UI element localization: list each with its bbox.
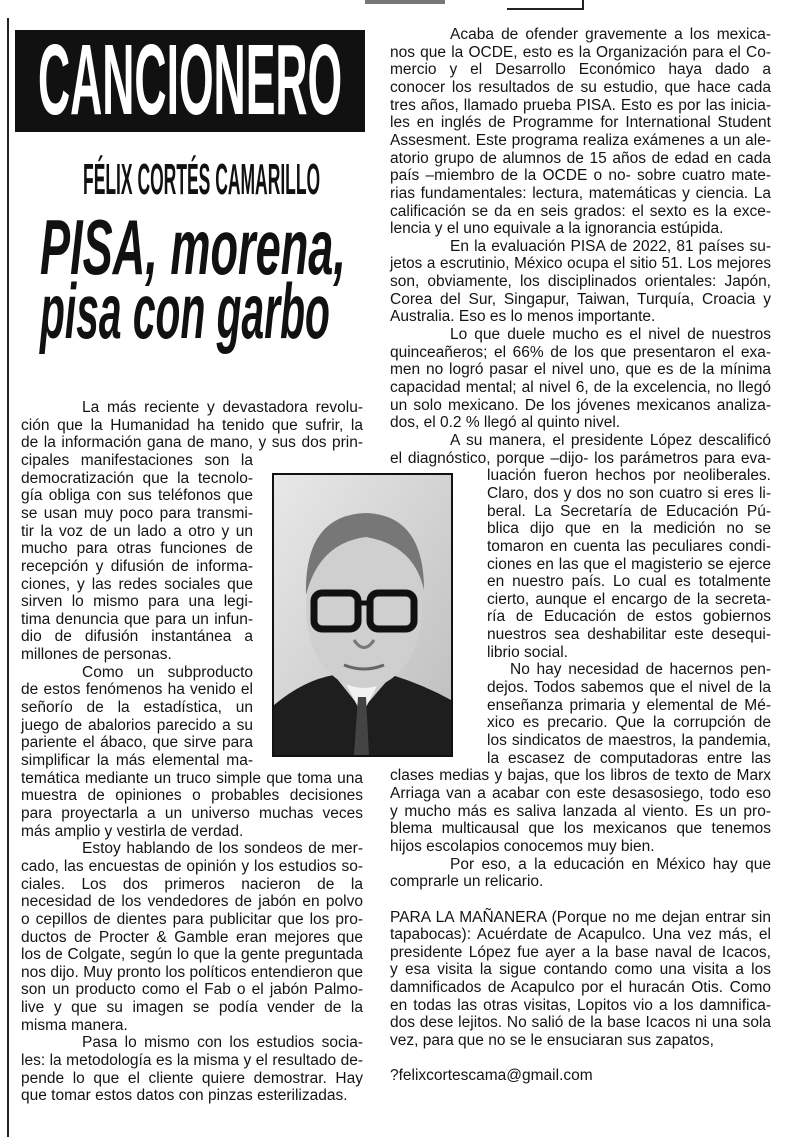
text-line: quinceañeros; el 66% de los que presentaron el exa- [390,343,771,361]
text-line: Claro, dos y dos no son cuatro si eres li- [487,484,771,502]
text-line: live y que su imagen se podía vender de la [21,999,363,1017]
text-line: Pasa lo mismo con los estudios socia- [82,1034,363,1052]
text-line: juego de abalorios parecido a su [21,716,253,734]
headline-line-2: pisa con garbo [40,267,330,355]
text-line: Como un subproducto [82,663,253,681]
text-line: ductos de Procter & Gamble eran mejores que [21,928,363,946]
text-line: presidente López fue ayer a la base naval de Icacos, [390,943,771,961]
text-line: para proyectarla a un universo muchas veces [21,804,363,822]
text-line: blema multicausal que los mexicanos que tenemos [390,820,771,838]
text-line: xico es precario. Que la corrupción de [487,714,771,732]
text-line: se usan muy poco para transmi- [21,504,253,522]
top-bracket-line [507,0,584,10]
text-line: hijos escolapios conocemos muy bien. [390,837,655,855]
text-line: luación fueron hechos por neoliberales. [487,467,771,485]
top-gray-bar [365,0,445,4]
text-line: cado, las encuestas de opinión y los estudios so- [21,857,363,875]
text-line: son, obviamente, los disciplinados orientales: Japón, [390,273,771,291]
text-line: temática mediante un truco simple que toma una [21,769,363,787]
text-line: gía obliga con sus teléfonos que [21,487,253,505]
text-line: No hay necesidad de hacernos pen- [510,661,771,679]
text-line: necesidad de los vendedores de jabón en polvo [21,893,363,911]
text-line: Corea del Sur, Singapur, Taiwan, Turquía, Croacia y [390,290,771,308]
text-line: calificación se da en seis grados: el sexto es la exce- [390,202,771,220]
text-line: sirven lo mismo para una legi- [21,593,253,611]
text-line: tomaron en cuenta las peculiares condi- [487,537,771,555]
text-line: país –miembro de la OCDE o no- sobre cuatro mate- [390,167,771,185]
text-line: Arriaga van a acabar con este desasosiego, todo eso [390,784,771,802]
text-line: y esa visita la sigue contando como una visita a los [390,961,771,979]
text-line: en nuestro país. Lo cual es totalmente [487,573,771,591]
text-line: la escasez de computadoras entre las [487,749,771,767]
text-line: ciones, y las redes sociales que [21,575,253,593]
author-photo [272,473,453,757]
text-line: cipales manifestaciones son la [21,451,253,469]
text-line: Por eso, a la educación en México hay que [450,855,771,873]
text-line: tapabocas): Acuérdate de Acapulco. Una vez más, el [390,926,771,944]
text-line: les en inglés de Programme for International Student [390,114,771,132]
text-line: mucho para otras funciones de [21,540,253,558]
text-line: pende lo que el cliente quiere demostrar. Hay [21,1069,363,1087]
text-line: dos dese lejitos. No salió de la base Icacos ni una sola [390,1014,771,1032]
text-line: en todas las otras visitas, Lopitos vio a los damnifica- [390,996,771,1014]
text-line: Australia. Eso es lo menos importante. [390,308,656,326]
text-line: muestra de opiniones o probables decisiones [21,787,363,805]
text-line: Estoy hablando de los sondeos de mer- [82,840,363,858]
text-line: pariente el ábaco, que sirve para [21,734,253,752]
text-line: les: la metodología es la misma y el resultado de- [21,1052,363,1070]
text-line: dos, el 0.2 % llegó al quinto nivel. [390,414,621,432]
text-line: La más reciente y devastadora revolu- [82,399,363,416]
text-line: de la información gana de mano, y sus dos prin- [21,434,363,452]
text-line: tima denuncia que para un infun- [21,610,253,628]
text-line: tir la voz de un lado a otro y un [21,522,253,540]
text-line: mercio y el Desarrollo Económico haya dado a [390,61,771,79]
text-line: más amplio y vestirla de verdad. [21,822,244,840]
text-line: señorío de la estadística, un [21,699,253,717]
text-line: que tomar estos datos con pinzas esterilizadas. [21,1087,348,1105]
text-line: nuestros sea deshabilitar este desequi- [487,626,771,644]
text-line: Acaba de ofender gravemente a los mexica- [450,26,771,43]
text-line: men no logró pasar el nivel uno, que es de la mínima [390,361,771,379]
text-line: dejos. Todos sabemos que el nivel de la [487,679,771,697]
text-line: ría de Educación de estos gobiernos [487,608,771,626]
text-line: damnificados de Acapulco por el huracán Otis. Como [390,979,771,997]
text-line: lencia y el uno equivale a la ignorancia estúpida. [390,220,724,238]
text-line: de estos fenómenos ha venido el [21,681,253,699]
text-line: millones de personas. [21,646,172,664]
text-line: o cepillos de dientes para publicitar que los pro- [21,910,363,928]
text-line: dio de difusión instantánea a [21,628,253,646]
author-email: ?felixcortescama@gmail.com [390,1067,593,1085]
text-line: ción que la Humanidad ha tenido que sufrir, la [21,416,363,434]
text-line: nos que la OCDE, esto es la Organización para el Co- [390,43,771,61]
text-line: comprarle un relicario. [390,873,544,891]
author-portrait-icon [274,475,451,755]
text-line: los de Colgate, según lo que la gente preguntada [21,946,363,964]
text-line: beral. La Secretaría de Educación Pú- [487,502,771,520]
text-line: los sindicatos de maestros, la pandemia, [487,732,771,749]
text-line: atorio grupo de alumnos de 15 años de edad en cada [390,149,771,167]
text-line: democratización que la tecnolo- [21,469,253,487]
text-line: ciones en las que el magisterio se ejerce [487,555,771,573]
column-rule [7,18,9,1137]
text-line: Assesment. Este programa realiza exámenes a un ale- [390,131,771,149]
text-line: simplificar la más elemental ma- [21,752,253,769]
text-line: enseñanza primaria y elemental de Mé- [487,696,771,714]
text-line: A su manera, el presidente López descalificó [450,431,771,449]
text-line: capacidad mental; al nivel 6, de la excelencia, no llegó [390,379,771,396]
text-line: Lo que duele mucho es el nivel de nuestros [450,326,771,344]
text-line: tres años, llamado prueba PISA. Esto es por las inicia- [390,96,771,114]
text-line: cierto, aunque el encargo de la secreta- [487,590,771,608]
headline-line-1: PISA, morena, [40,203,346,291]
text-line: librio social. [487,643,568,661]
text-line: En la evaluación PISA de 2022, 81 países su- [450,237,771,255]
text-line: recepción y difusión de informa- [21,557,253,575]
text-line: un solo mexicano. De los jóvenes mexicanos analiza- [390,396,771,414]
text-line: nos dijo. Muy pronto los políticos entendieron que [21,963,363,981]
section-title: CANCIONERO [38,30,343,132]
text-line: jetos a escrutinio, México ocupa el sitio 51. Los mejores [390,255,771,273]
section-masthead [15,30,365,132]
text-line: vez, para que no se le ensuciaran sus zapatos, [390,1032,714,1050]
text-line: y mucho más es saliva lanzada al viento. Es un pro- [390,802,771,820]
text-line: conocer los resultados de su estudio, que hace cada [390,78,771,96]
author-byline: FÉLIX CORTÉS CAMARILLO [83,155,321,204]
text-line: son un producto como el Fab o el jabón Palmo- [21,981,363,999]
text-line: clases medias y bajas, que los libros de texto de Marx [390,767,771,785]
text-line: misma manera. [21,1016,128,1034]
text-line: ciales. Los dos primeros nacieron de la [21,875,363,893]
text-line: PARA LA MAÑANERA (Porque no me dejan entrar sin [390,908,771,926]
text-line: el diagnóstico, porque –dijo- los parámetros para eva- [390,449,771,467]
text-line: rias fundamentales: lectura, matemáticas y ciencia. La [390,184,771,202]
text-line: blica dijo que en la medición no se [487,520,771,538]
